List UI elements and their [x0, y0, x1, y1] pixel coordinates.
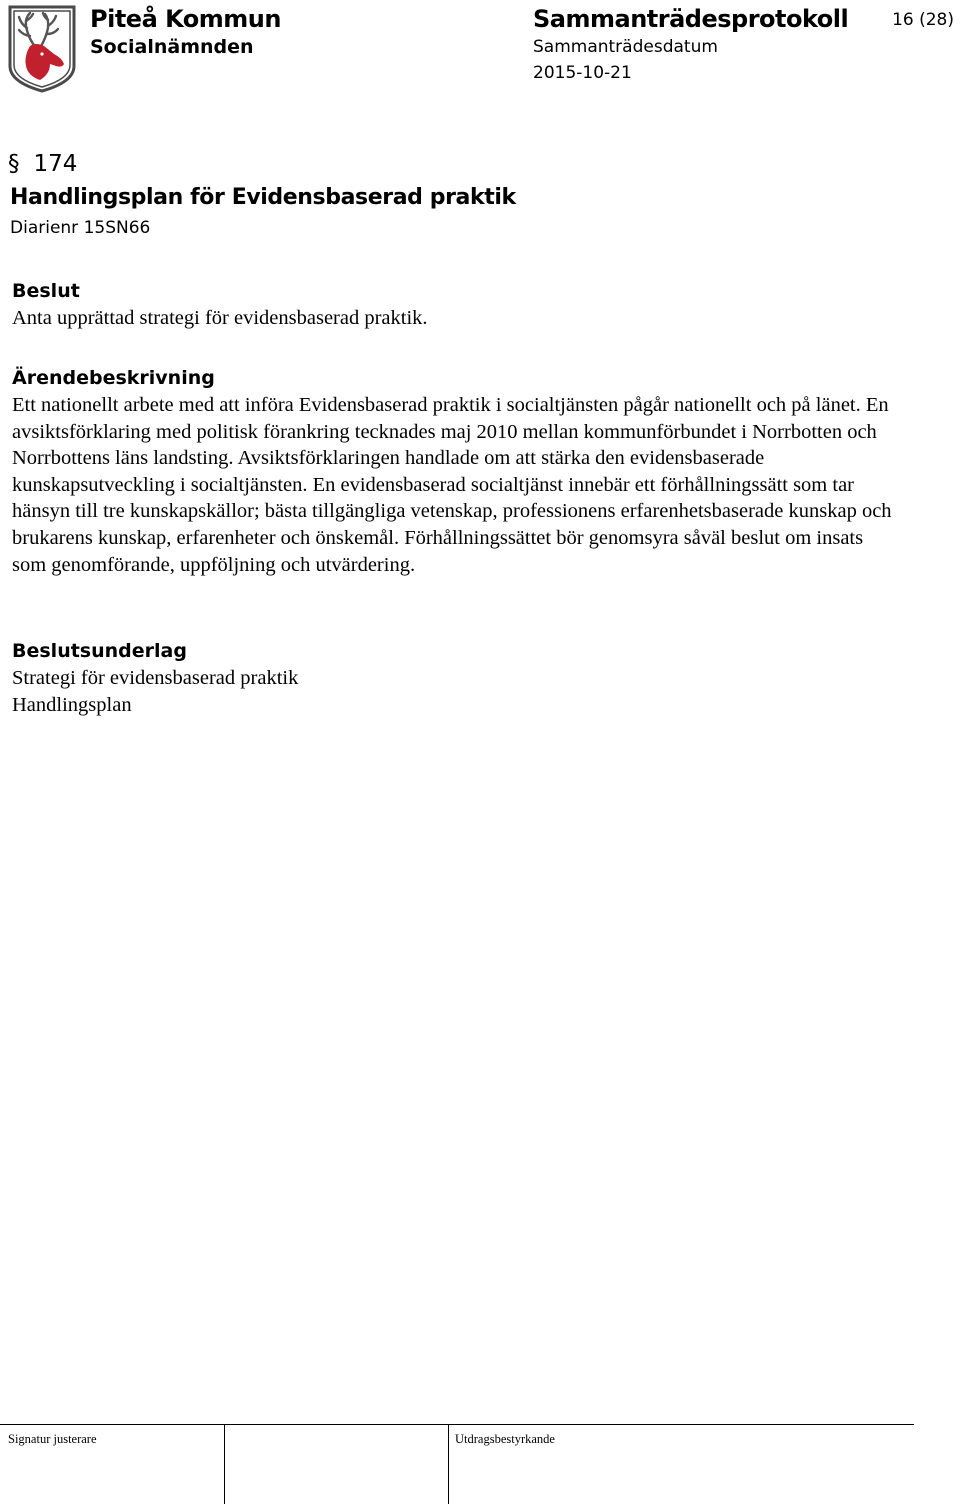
- municipality-coat-of-arms-logo: [6, 4, 78, 94]
- signature-footer: [0, 1424, 914, 1504]
- signature-box: [224, 1425, 448, 1504]
- decision-basis-item: Handlingsplan: [12, 694, 132, 716]
- paragraph-number-value: 174: [33, 151, 78, 177]
- paragraph-number: [8, 148, 77, 180]
- organization-unit: Socialnämnden: [90, 36, 254, 58]
- decision-text: Anta upprättad strategi för evidensbaserad praktik.: [12, 307, 428, 329]
- page-number: 16 (28): [892, 10, 954, 30]
- document-title: Sammanträdesprotokoll: [533, 5, 849, 33]
- registration-number: Diarienr 15SN66: [10, 218, 151, 238]
- section-title: Handlingsplan för Evidensbaserad praktik: [10, 185, 516, 210]
- extract-certification-label: Utdragsbestyrkande: [448, 1425, 914, 1504]
- organization-block: [90, 4, 281, 60]
- document-header: [533, 4, 848, 86]
- decision-basis-section: [12, 637, 892, 719]
- meeting-date-label: Sammanträdesdatum: [533, 37, 718, 57]
- case-description-heading: Ärendebeskrivning: [12, 367, 215, 389]
- case-description-text: Ett nationellt arbete med att införa Evidensbaserad praktik i socialtjänsten pågår nationellt och på länet. En avsiktsförklaring med politisk förankring tecknades maj 2010 mellan kommunförbundet i Norrbotten och Norrbottens läns landsting. Avsiktsförklaringen handlade om att stärka den evidensbaserade kunskapsutveckling i socialtjänsten. En evidensbaserad socialtjänst innebär ett förhållningssätt som tar hänsyn till tre kunskapskällor; bästa tillgängliga vetenskap, professionens erfarenhetsbaserade kunskap och brukarens kunskap, erfarenheter och önskemål. Förhållningssättet bör genomsyra såväl beslut om insats som genomförande, uppföljning och utvärdering.: [12, 394, 892, 576]
- meeting-date: 2015-10-21: [533, 63, 632, 83]
- signature-label: Signatur justerare: [8, 1432, 97, 1446]
- decision-basis-item: Strategi för evidensbaserad praktik: [12, 667, 299, 689]
- case-description-section: [12, 364, 892, 578]
- decision-basis-heading: Beslutsunderlag: [12, 640, 187, 662]
- decision-heading: Beslut: [12, 280, 80, 302]
- decision-section: [12, 277, 892, 332]
- paragraph-sign: §: [8, 151, 20, 177]
- organization-name: Piteå Kommun: [90, 5, 281, 33]
